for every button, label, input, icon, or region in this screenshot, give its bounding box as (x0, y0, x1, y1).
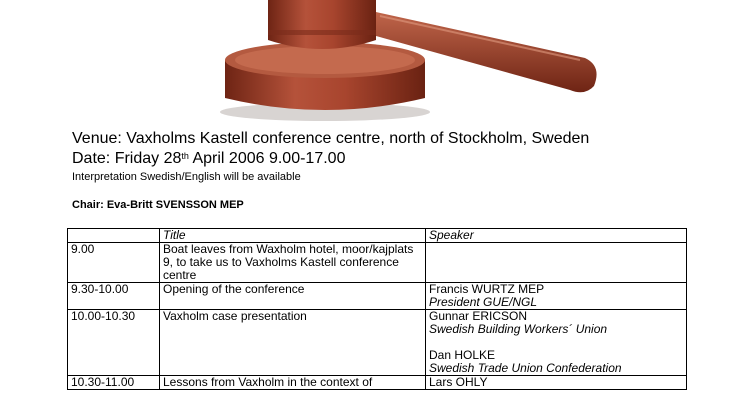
date-line (72, 149, 345, 168)
row-time: 9.00 (68, 243, 160, 283)
speaker-role: Swedish Building Workers´ Union (429, 322, 608, 336)
speaker-name: Gunnar ERICSON (429, 309, 528, 323)
speaker-name: Francis WURTZ MEP (429, 282, 545, 296)
table-row (68, 310, 687, 376)
speaker-name: Dan HOLKE (429, 348, 496, 362)
gavel-image (190, 0, 610, 122)
row-title: Lessons from Vaxholm in the context of (160, 376, 426, 390)
row-speaker (426, 376, 687, 390)
date-prefix: Date: Friday 28 (72, 150, 182, 167)
date-ordinal: th (181, 151, 189, 161)
table-row (68, 283, 687, 310)
venue-line: Venue: Vaxholms Kastell conference centre, north of Stockholm, Sweden (72, 130, 590, 147)
table-row (68, 243, 687, 283)
speaker-name: Lars OHLY (429, 375, 488, 389)
header-speaker: Speaker (426, 229, 687, 243)
date-rest: April 2006 9.00-17.00 (188, 150, 346, 167)
row-speaker (426, 283, 687, 310)
speaker-role: President GUE/NGL (429, 295, 538, 309)
row-title: Boat leaves from Waxholm hotel, moor/kajplats 9, to take us to Vaxholms Kastell conference centre (160, 243, 426, 283)
chair-line: Chair: Eva-Britt SVENSSON MEP (72, 199, 244, 211)
table-header-row (68, 229, 687, 243)
header-title: Title (160, 229, 426, 243)
row-speaker (426, 243, 687, 283)
row-time: 9.30-10.00 (68, 283, 160, 310)
row-speaker (426, 310, 687, 376)
row-title: Opening of the conference (160, 283, 426, 310)
speaker-role: Swedish Trade Union Confederation (429, 361, 622, 375)
row-time: 10.30-11.00 (68, 376, 160, 390)
agenda-table (67, 228, 687, 390)
table-row (68, 376, 687, 390)
header-time (68, 229, 160, 243)
interpretation-note: Interpretation Swedish/English will be available (72, 171, 301, 183)
row-time: 10.00-10.30 (68, 310, 160, 376)
row-title: Vaxholm case presentation (160, 310, 426, 376)
